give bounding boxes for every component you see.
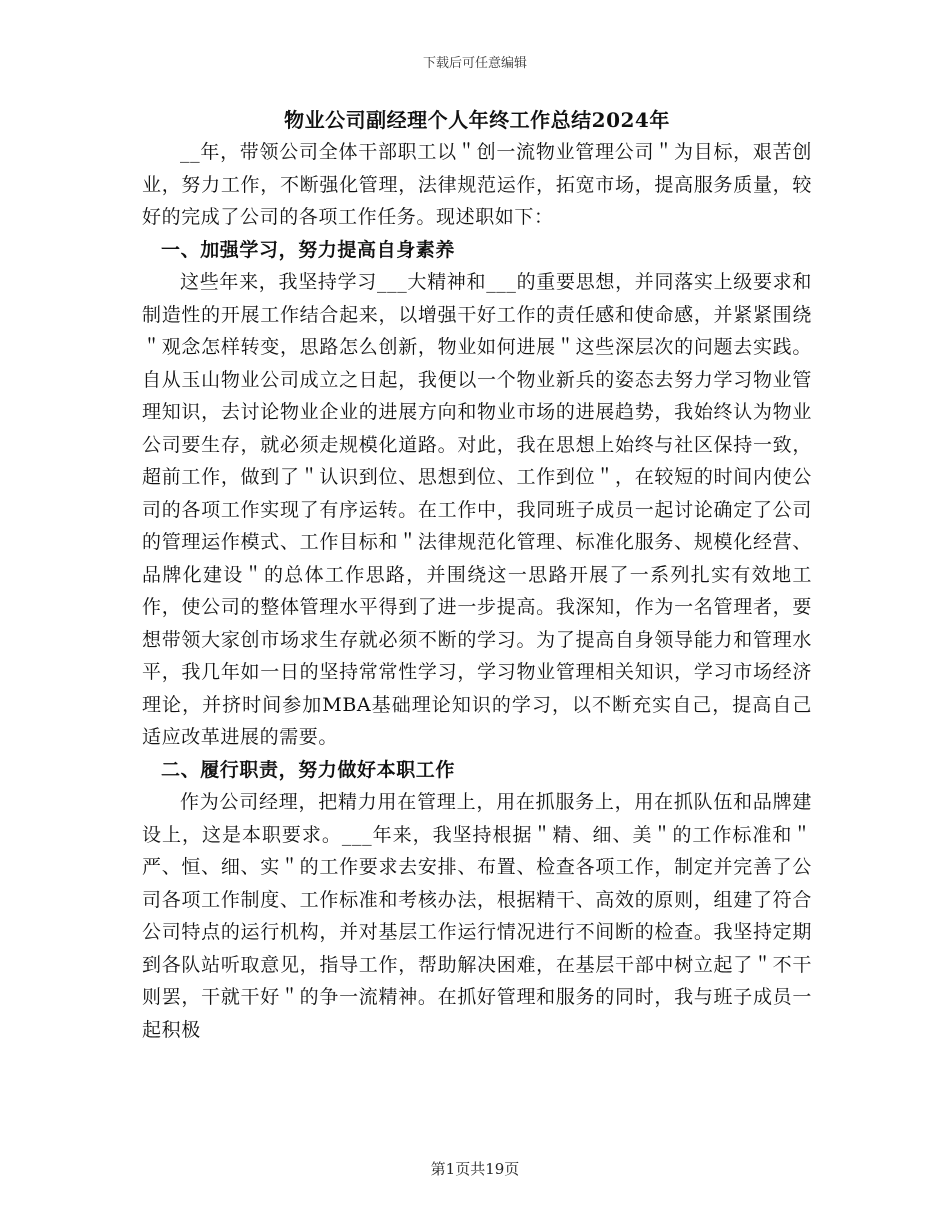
section-2-paragraph: 作为公司经理，把精力用在管理上，用在抓服务上，用在抓队伍和品牌建设上，这是本职要求。___年来，我坚持根据＂精、细、美＂的工作标准和＂严、恒、细、实＂的工作要求去安排、布置、检查各项工作，制定并完善了公司各项工作制度、工作标准和考核办法，根据精干、高效的原则，组建了符合公司特点的运行机构，并对基层工作运行情况进行不间断的检查。我坚持定期到各队站听取意见，指导工作，帮助解决困难，在基层干部中树立起了＂不干则罢，干就干好＂的争一流精神。在抓好管理和服务的同时，我与班子成员一起积极 bbox=[142, 791, 812, 1041]
header-note: 下载后可任意编辑 bbox=[422, 56, 527, 71]
section-1-paragraph: 这些年来，我坚持学习___大精神和___的重要思想，并同落实上级要求和制造性的开展工作结合起来，以增强干好工作的责任感和使命感，并紧紧围绕＂观念怎样转变，思路怎么创新，物业如何进展＂这些深层次的问题去实践。自从玉山物业公司成立之日起，我便以一个物业新兵的姿态去努力学习物业管理知识，去讨论物业企业的进展方向和物业市场的进展趋势，我始终认为物业公司要生存，就必须走规模化道路。对此，我在思想上始终与社区保持一致，超前工作，做到了＂认识到位、思想到位、工作到位＂，在较短的时间内使公司的各项工作实现了有序运转。在工作中，我同班子成员一起讨论确定了公司的管理运作模式、工作目标和＂法律规范化管理、标准化服务、规模化经营、品牌化建设＂的总体工作思路，并围绕这一思路开展了一系列扎实有效地工作，使公司的整体管理水平得到了进一步提高。我深知，作为一名管理者，要想带领大家创市场求生存就必须不断的学习。为了提高自身领导能力和管理水平，我几年如一日的坚持常常性学习，学习物业管理相关知识，学习市场经济理论，并挤时间参加MBA基础理论知识的学习，以不断充实自己，提高自己适应改革进展的需要。 bbox=[142, 271, 812, 748]
section-1-heading: 一、加强学习，努力提高自身素养 bbox=[161, 238, 456, 261]
page-indicator: 第1页共19页 bbox=[430, 1160, 520, 1178]
section-2-heading: 二、履行职责，努力做好本职工作 bbox=[161, 758, 456, 781]
document-title: 物业公司副经理个人年终工作总结2024年 bbox=[284, 108, 670, 132]
document-body bbox=[142, 104, 812, 1046]
intro-paragraph: __年，带领公司全体干部职工以＂创一流物业管理公司＂为目标，艰苦创业，努力工作，不断强化管理，法律规范运作，拓宽市场，提高服务质量，较好的完成了公司的各项工作任务。现述职如下： bbox=[142, 141, 812, 228]
